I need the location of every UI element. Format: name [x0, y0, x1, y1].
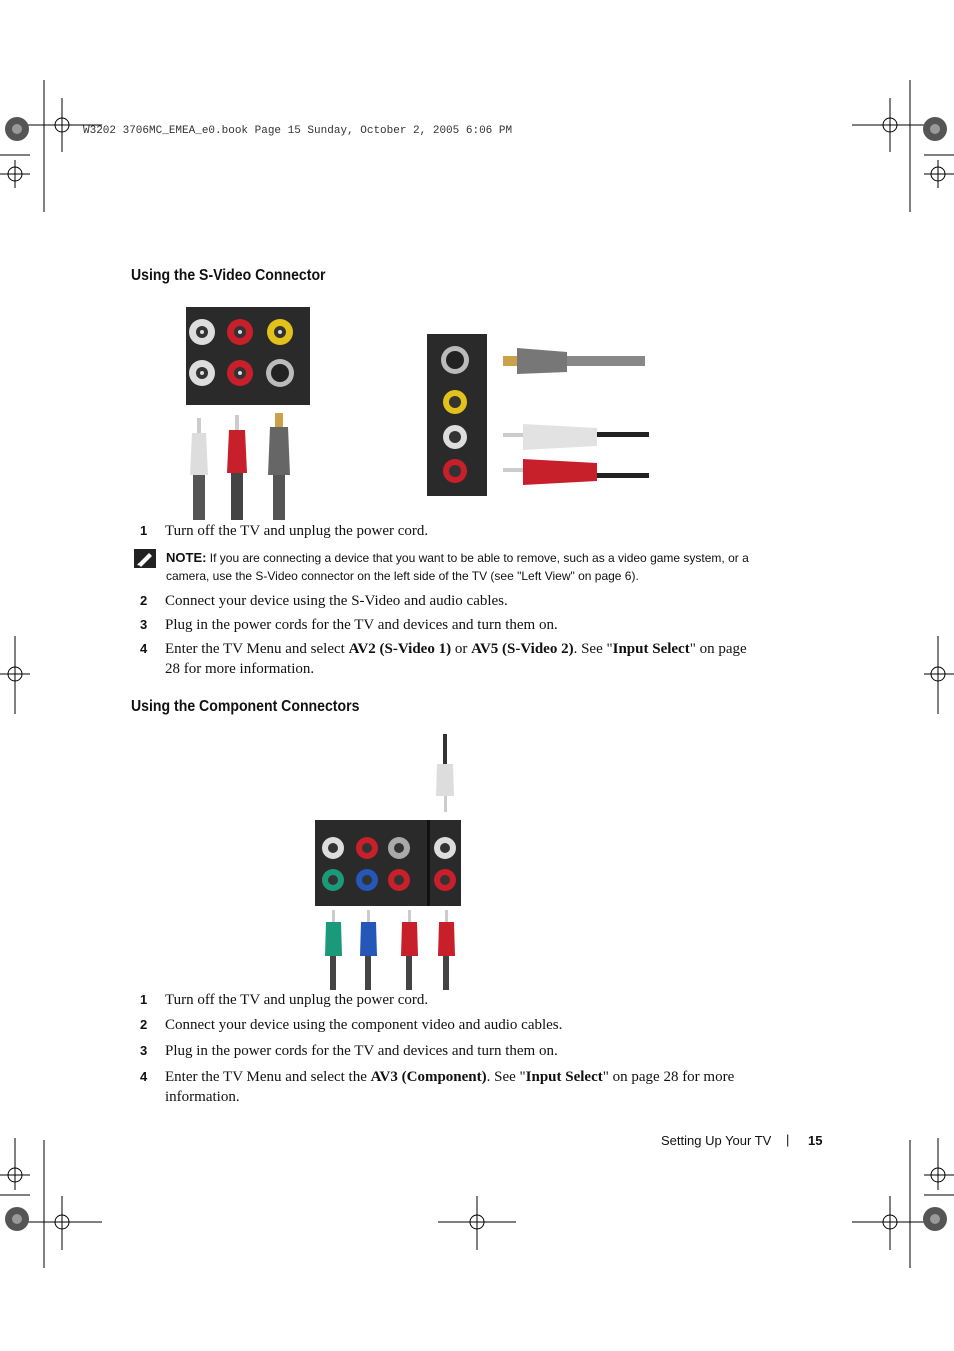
- menu-option-av3: AV3 (Component): [370, 1069, 487, 1085]
- step-text: Turn off the TV and unplug the power cord.: [165, 992, 429, 1008]
- note-label: NOTE:: [166, 550, 207, 565]
- step-number: 1: [140, 992, 148, 1007]
- step-text: Plug in the power cords for the TV and devices and turn them on.: [165, 1043, 558, 1059]
- print-slug: W3202 3706MC_EMEA_e0.book Page 15 Sunday, October 2, 2005 6:06 PM: [83, 125, 513, 137]
- step-number: 3: [140, 1043, 148, 1058]
- menu-option-av2: AV2 (S-Video 1): [348, 641, 452, 657]
- note-text: If you are connecting a device that you want to be able to remove, such as a video game system, or a camera, use the S-Video connector on the left side of the TV (see "Left View" on page 6).: [166, 551, 749, 583]
- step-number: 2: [140, 593, 148, 608]
- step-text: Enter the TV Menu and select AV2 (S-Video 1) or AV5 (S-Video 2). See "Input Select" on page 28 for more information.: [165, 641, 747, 677]
- step-text: Turn off the TV and unplug the power cord.: [165, 523, 429, 539]
- note-pencil-icon: [134, 549, 156, 568]
- footer-separator: |: [786, 1132, 790, 1147]
- svideo-heading: Using the S-Video Connector: [131, 267, 326, 284]
- svideo-step-4: [140, 639, 780, 681]
- step-text: Connect your device using the component video and audio cables.: [165, 1017, 563, 1033]
- svideo-side-panel-illustration: [184, 305, 314, 520]
- step-number: 3: [140, 617, 148, 632]
- step-text: Enter the TV Menu and select the AV3 (Component). See "Input Select" on page 28 for more information.: [165, 1069, 735, 1105]
- step-number: 4: [140, 641, 148, 656]
- page-number: 15: [808, 1133, 823, 1148]
- step-number: 4: [140, 1069, 148, 1084]
- step-text: Plug in the power cords for the TV and devices and turn them on.: [165, 617, 558, 633]
- component-panel-illustration: [313, 734, 463, 990]
- svideo-rear-panel-illustration: [427, 334, 653, 498]
- footer-section-title: Setting Up Your TV: [661, 1133, 772, 1148]
- step-number: 1: [140, 523, 148, 538]
- input-select-ref: Input Select: [525, 1069, 603, 1085]
- component-heading: Using the Component Connectors: [131, 698, 360, 715]
- step-number: 2: [140, 1017, 148, 1032]
- menu-option-av5: AV5 (S-Video 2): [471, 641, 574, 657]
- step-text: Connect your device using the S-Video and audio cables.: [165, 593, 508, 609]
- component-step-4: [140, 1067, 780, 1109]
- input-select-ref: Input Select: [612, 641, 690, 657]
